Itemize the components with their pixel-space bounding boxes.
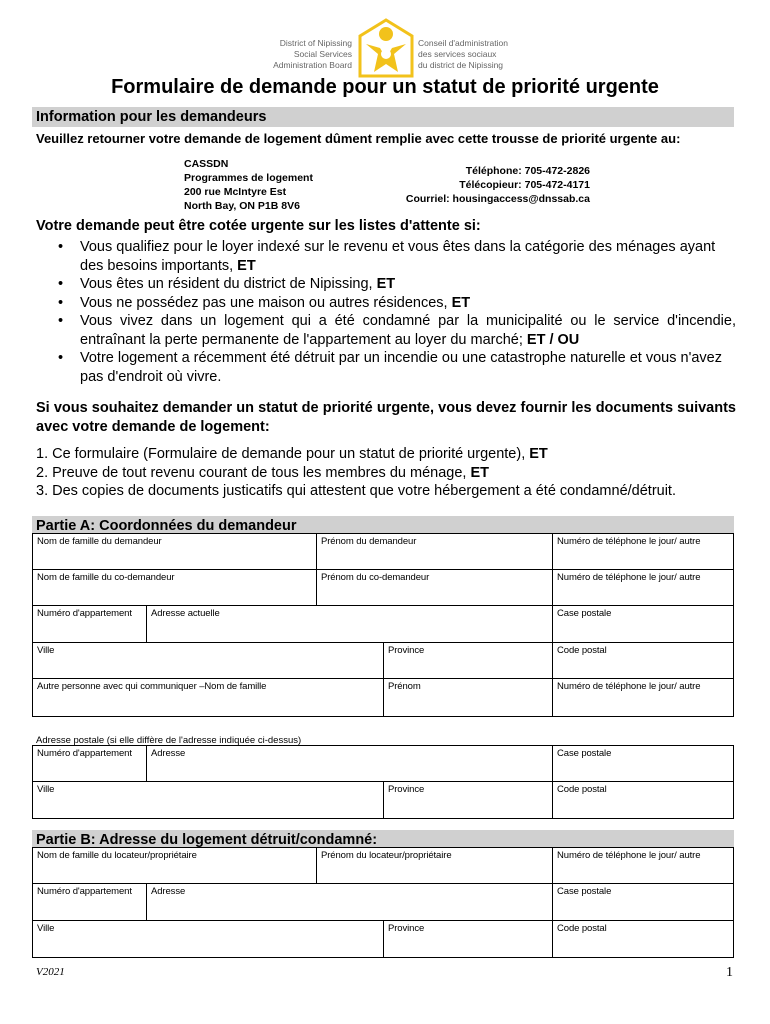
document-item: 2. Preuve de tout revenu courant de tous les membres du ménage, ET bbox=[36, 464, 489, 481]
city-field[interactable]: Ville bbox=[37, 645, 55, 656]
org-name-english bbox=[240, 38, 352, 71]
current-address-field[interactable]: Adresse actuelle bbox=[146, 606, 552, 642]
organization-logo-icon bbox=[358, 18, 414, 78]
mailing-postal-code-field[interactable]: Code postal bbox=[552, 782, 733, 818]
mailing-po-box-field[interactable]: Case postale bbox=[552, 746, 733, 781]
contact-first-name-field[interactable]: Prénom bbox=[383, 679, 552, 716]
part-b-heading: Partie B: Adresse du logement détruit/condamné: bbox=[32, 830, 734, 848]
postal-code-field[interactable]: Code postal bbox=[552, 643, 733, 678]
org-en-line: Social Services bbox=[293, 49, 352, 59]
org-name-french bbox=[418, 38, 548, 71]
mailing-address-field[interactable]: Adresse bbox=[146, 746, 552, 781]
destroyed-address-field[interactable]: Adresse bbox=[146, 884, 552, 920]
address-line: 200 rue McIntyre Est bbox=[184, 186, 287, 198]
address-line: CASSDN bbox=[184, 158, 229, 170]
documents-heading: Si vous souhaitez demander un statut de priorité urgente, vous devez fournir les documents suivants avec votre demande de logement: bbox=[36, 400, 736, 435]
document-item: 1. Ce formulaire (Formulaire de demande pour un statut de priorité urgente), ET bbox=[36, 446, 548, 462]
info-section-heading: Information pour les demandeurs bbox=[32, 107, 734, 127]
province-field[interactable]: Province bbox=[383, 643, 552, 678]
applicant-phone-field[interactable]: Numéro de téléphone le jour/ autre bbox=[552, 534, 733, 569]
part-b-grid bbox=[32, 847, 734, 958]
part-a-heading: Partie A: Coordonnées du demandeur bbox=[32, 516, 734, 534]
applicant-last-name-field[interactable]: Nom de famille du demandeur bbox=[37, 536, 162, 547]
info-intro: Veuillez retourner votre demande de logement dûment remplie avec cette trousse de priorité urgente au: bbox=[36, 131, 681, 146]
part-a-mailing-grid bbox=[32, 745, 734, 819]
address-line: North Bay, ON P1B 8V6 bbox=[184, 200, 300, 212]
org-fr-line: du district de Nipissing bbox=[418, 60, 504, 70]
mailing-city-field[interactable]: Ville bbox=[37, 784, 55, 795]
eligibility-item: • Vous vivez dans un logement qui a été condamné par la municipalité ou le service d'incendie, entraînant la perte permanente de l'appartement au loyer du marché; ET / OU bbox=[32, 312, 736, 349]
mailing-address-note: Adresse postale (si elle diffère de l'adresse indiquée ci-dessus) bbox=[36, 735, 302, 746]
documents-list bbox=[36, 445, 736, 501]
contact-phone-field[interactable]: Numéro de téléphone le jour/ autre bbox=[552, 679, 733, 716]
eligibility-item: • Vous qualifiez pour le loyer indexé sur le revenu et vous êtes dans la catégorie des ménages ayant des besoins importants, ET bbox=[32, 238, 736, 275]
destroyed-postal-code-field[interactable]: Code postal bbox=[552, 921, 733, 957]
co-applicant-last-name-field[interactable]: Nom de famille du co-demandeur bbox=[37, 572, 175, 583]
co-applicant-first-name-field[interactable]: Prénom du co-demandeur bbox=[316, 570, 552, 605]
applicant-first-name-field[interactable]: Prénom du demandeur bbox=[316, 534, 552, 569]
org-en-line: District of Nipissing bbox=[279, 38, 352, 48]
eligibility-item: • Vous ne possédez pas une maison ou autres résidences, ET bbox=[32, 294, 736, 313]
email-address: Courriel: housingaccess@dnssab.ca bbox=[405, 193, 590, 205]
contact-block bbox=[380, 164, 590, 206]
mailing-apartment-field[interactable]: Numéro d'appartement bbox=[37, 748, 132, 759]
destroyed-apartment-field[interactable]: Numéro d'appartement bbox=[37, 886, 132, 897]
eligibility-item: • Vous êtes un résident du district de Nipissing, ET bbox=[32, 275, 736, 294]
destroyed-po-box-field[interactable]: Case postale bbox=[552, 884, 733, 920]
page-title: Formulaire de demande pour un statut de priorité urgente bbox=[111, 76, 659, 98]
fax-number: Télécopieur: 705-472-4171 bbox=[459, 179, 590, 191]
co-applicant-phone-field[interactable]: Numéro de téléphone le jour/ autre bbox=[552, 570, 733, 605]
destroyed-province-field[interactable]: Province bbox=[383, 921, 552, 957]
mailing-province-field[interactable]: Province bbox=[383, 782, 552, 818]
po-box-field[interactable]: Case postale bbox=[552, 606, 733, 642]
contact-last-name-field[interactable]: Autre personne avec qui communiquer –Nom de famille bbox=[37, 681, 267, 692]
address-line: Programmes de logement bbox=[184, 172, 313, 184]
version-label: V2021 bbox=[36, 966, 65, 978]
part-a-applicant-grid bbox=[32, 533, 734, 717]
phone-number: Téléphone: 705-472-2826 bbox=[465, 165, 590, 177]
org-en-line: Administration Board bbox=[273, 60, 352, 70]
landlord-phone-field[interactable]: Numéro de téléphone le jour/ autre bbox=[552, 848, 733, 883]
landlord-first-name-field[interactable]: Prénom du locateur/propriétaire bbox=[316, 848, 552, 883]
eligibility-heading: Votre demande peut être cotée urgente sur les listes d'attente si: bbox=[36, 218, 481, 234]
org-fr-line: des services sociaux bbox=[418, 49, 497, 59]
page-number: 1 bbox=[726, 965, 733, 980]
eligibility-list bbox=[32, 238, 736, 386]
destroyed-city-field[interactable]: Ville bbox=[37, 923, 55, 934]
org-fr-line: Conseil d'administration bbox=[418, 38, 508, 48]
landlord-last-name-field[interactable]: Nom de famille du locateur/propriétaire bbox=[37, 850, 197, 861]
mailing-address-block bbox=[184, 157, 313, 213]
eligibility-item: • Votre logement a récemment été détruit par un incendie ou une catastrophe naturelle et vous n'avez pas d'endroit où vivre. bbox=[32, 349, 736, 386]
apartment-number-field[interactable]: Numéro d'appartement bbox=[37, 608, 132, 619]
document-item: 3. Des copies de documents justicatifs qui attestent que votre hébergement a été condamné/détruit. bbox=[36, 483, 676, 499]
